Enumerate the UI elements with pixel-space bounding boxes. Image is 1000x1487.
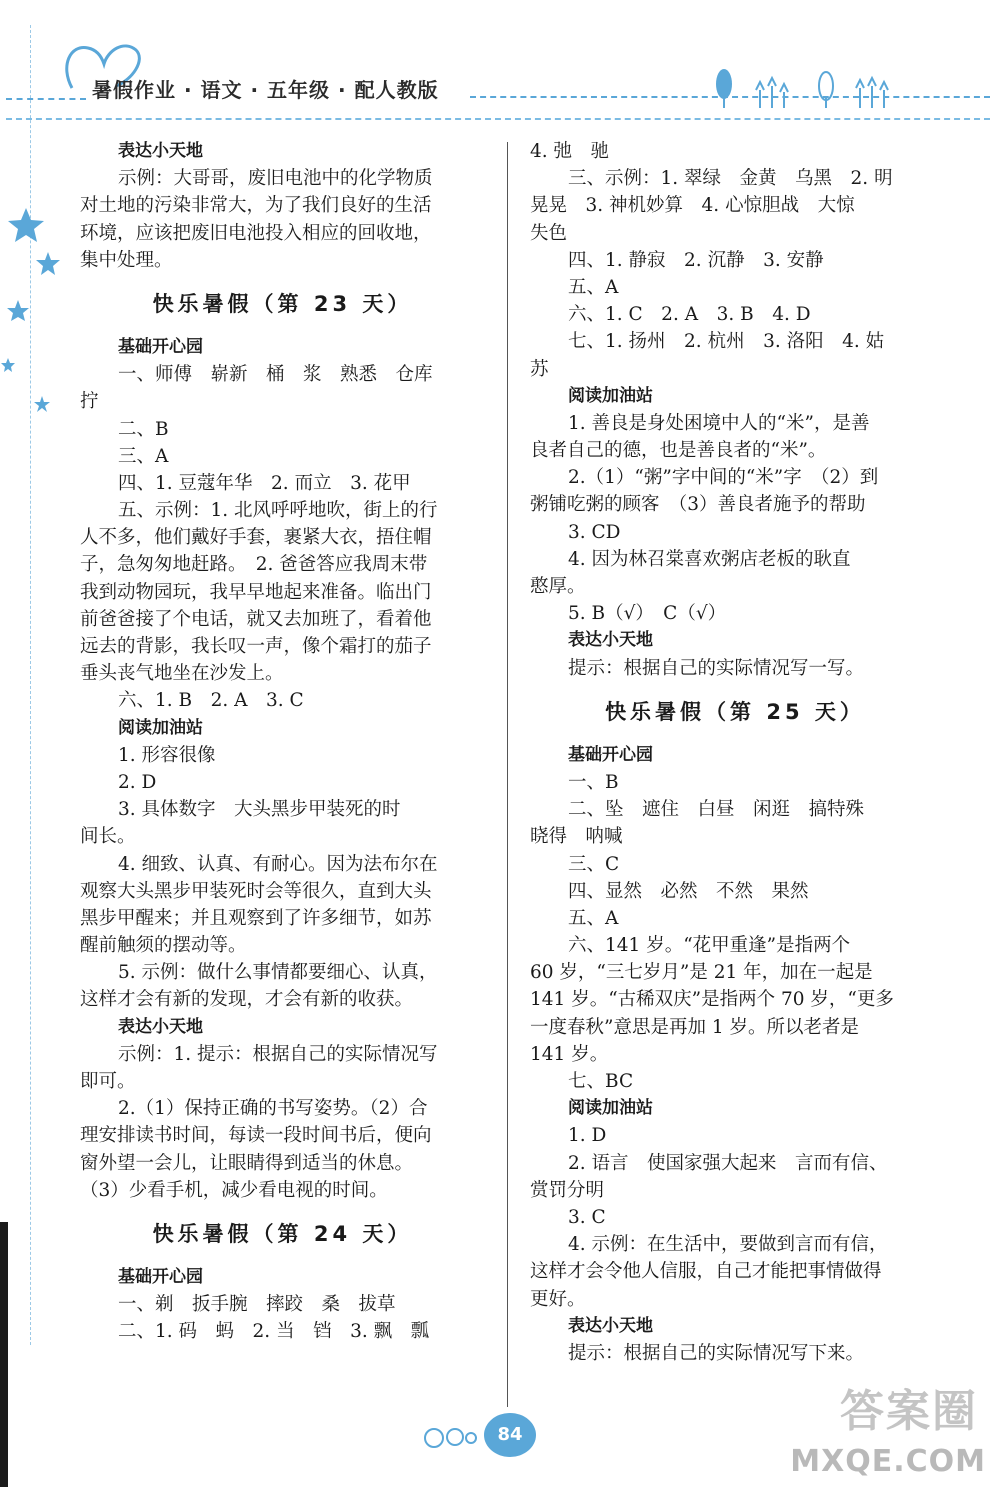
answer-line: 4. 因为林召棠喜欢粥店老板的耿直 bbox=[568, 548, 851, 570]
answer-line: 一、B bbox=[568, 771, 619, 793]
answer-line: 垂头丧气地坐在沙发上。 bbox=[80, 663, 284, 685]
answer-line: 4. 细致、认真、有耐心。因为法布尔在 bbox=[118, 853, 438, 875]
watermark-site: MXQE.COM bbox=[790, 1444, 986, 1479]
answer-line: 3. C bbox=[568, 1206, 606, 1228]
answer-line: 二、1. 码 蚂 2. 当 铛 3. 飘 瓢 bbox=[118, 1321, 430, 1343]
answer-line: 五、A bbox=[568, 907, 619, 929]
answer-line: 七、BC bbox=[568, 1071, 634, 1092]
answer-line: 一、剃 扳手腕 摔跤 桑 拔草 bbox=[118, 1294, 396, 1316]
answer-line: 141 岁。 bbox=[530, 1043, 609, 1065]
header-underline bbox=[6, 118, 990, 120]
left-column bbox=[80, 138, 485, 1346]
answer-line: 理安排读书时间，每读一段时间书后，便向 bbox=[80, 1125, 432, 1147]
answer-line: 前爸爸接了个电话，就又去加班了，看着他 bbox=[80, 608, 432, 630]
footer-circle-icon bbox=[446, 1428, 464, 1446]
footer-circle-icon bbox=[465, 1432, 477, 1444]
answer-line: 141 岁。“古稀双庆”是指两个 70 岁，“更多 bbox=[530, 989, 894, 1011]
answer-line: 五、示例：1. 北风呼呼地吹，街上的行 bbox=[118, 500, 438, 522]
answer-line: （3）少看手机，减少看电视的时间。 bbox=[80, 1179, 388, 1201]
answer-line: 示例：1. 提示：根据自己的实际情况写 bbox=[118, 1043, 438, 1065]
answer-line: 六、1. C 2. A 3. B 4. D bbox=[568, 304, 811, 326]
answer-line: 四、1. 静寂 2. 沉静 3. 安静 bbox=[568, 249, 824, 271]
answer-line: 5. B（√） C（√） bbox=[568, 603, 727, 625]
day-title: 快乐暑假（第 24 天） bbox=[152, 1221, 413, 1246]
answer-line: 黑步甲醒来；并且观察到了许多细节，如苏 bbox=[80, 907, 432, 929]
answer-line: 子，急匆匆地赶路。 2. 爸爸答应我周末带 bbox=[80, 554, 428, 576]
answer-line: 2. D bbox=[118, 771, 157, 793]
answer-line: 失色 bbox=[530, 222, 568, 244]
answer-line: 60 岁，“三七岁月”是 21 年，加在一起是 bbox=[530, 962, 873, 984]
answer-line: 4. 示例：在生活中，要做到言而有信， bbox=[568, 1234, 888, 1256]
answer-line: 三、示例：1. 翠绿 金黄 乌黑 2. 明 bbox=[568, 168, 893, 190]
answer-line: 间长。 bbox=[80, 826, 136, 848]
header-divider bbox=[6, 98, 86, 100]
answer-line: 2.（1）保持正确的书写姿势。（2）合 bbox=[118, 1098, 428, 1120]
answer-line: 二、坠 遮住 白昼 闲逛 搞特殊 bbox=[568, 799, 865, 821]
answer-line: 五、A bbox=[568, 276, 619, 298]
answer-line: 3. CD bbox=[568, 521, 621, 543]
header-title: 暑假作业 · 语文 · 五年级 · 配人教版 bbox=[92, 78, 439, 102]
answer-line: 即可。 bbox=[80, 1071, 136, 1092]
answer-line: 1. 形容很像 bbox=[118, 744, 216, 766]
watermark-logo: 答案圈 bbox=[840, 1386, 978, 1437]
section-heading: 表达小天地 bbox=[118, 1016, 203, 1037]
answer-line: 六、1. B 2. A 3. C bbox=[118, 690, 304, 712]
section-heading: 表达小天地 bbox=[118, 141, 203, 161]
answer-line: 更好。 bbox=[530, 1288, 586, 1310]
flower-tree-icon bbox=[706, 66, 896, 110]
answer-line: 我到动物园玩，我早早地起来准备。临出门 bbox=[80, 581, 432, 603]
section-heading: 表达小天地 bbox=[568, 630, 653, 651]
answer-line: 观察大头黑步甲装死时会等很久，直到大头 bbox=[80, 880, 432, 902]
answer-line: 憨厚。 bbox=[530, 576, 586, 597]
answer-line: 三、C bbox=[568, 853, 620, 875]
section-heading: 基础开心园 bbox=[118, 1266, 203, 1287]
column-divider bbox=[507, 142, 508, 1407]
answer-line: 3. 具体数字 大头黑步甲装死的时 bbox=[118, 799, 401, 821]
answer-line: 良者自己的德，也是善良者的“米”。 bbox=[530, 440, 827, 462]
answer-line: 对土地的污染非常大，为了我们良好的生活 bbox=[80, 195, 432, 217]
right-column bbox=[530, 138, 940, 1367]
section-heading: 基础开心园 bbox=[568, 744, 653, 765]
answer-line: 晃晃 3. 神机妙算 4. 心惊胆战 大惊 bbox=[530, 195, 855, 217]
answer-line: 窗外望一会儿，让眼睛得到适当的休息。 bbox=[80, 1152, 414, 1174]
answer-line: 1. 善良是身处困境中人的“米”，是善 bbox=[568, 412, 870, 434]
page-edge-bar bbox=[0, 1222, 8, 1487]
answer-line: 拧 bbox=[80, 391, 99, 413]
answer-line: 醒前触须的摆动等。 bbox=[80, 935, 247, 957]
answer-line: 人不多，他们戴好手套，裹紧大衣，捂住帽 bbox=[80, 527, 432, 549]
answer-line: 环境，应该把废旧电池投入相应的回收地， bbox=[80, 222, 432, 244]
answer-line: 苏 bbox=[530, 358, 549, 380]
answer-line: 提示：根据自己的实际情况写下来。 bbox=[568, 1342, 865, 1364]
answer-line: 四、显然 必然 不然 果然 bbox=[568, 880, 809, 902]
answer-line: 三、A bbox=[118, 445, 169, 467]
answer-line: 2.（1）“粥”字中间的“米”字 （2）到 bbox=[568, 467, 879, 489]
answer-line: 1. D bbox=[568, 1125, 607, 1147]
day-title: 快乐暑假（第 23 天） bbox=[152, 291, 413, 316]
answer-line: 二、B bbox=[118, 418, 169, 440]
answer-line: 一度春秋”意思是再加 1 岁。所以老者是 bbox=[530, 1016, 859, 1038]
page-number: 84 bbox=[484, 1413, 536, 1457]
star-icon bbox=[0, 200, 60, 430]
answer-line: 粥铺吃粥的顾客 （3）善良者施予的帮助 bbox=[530, 494, 866, 516]
answer-line: 这样才会令他人信服，自己才能把事情做得 bbox=[530, 1261, 882, 1283]
answer-line: 七、1. 扬州 2. 杭州 3. 洛阳 4. 姑 bbox=[568, 331, 885, 353]
answer-line: 晓得 呐喊 bbox=[530, 826, 623, 848]
section-heading: 阅读加油站 bbox=[568, 385, 653, 406]
section-heading: 阅读加油站 bbox=[118, 717, 203, 738]
section-heading: 基础开心园 bbox=[118, 336, 203, 357]
answer-line: 六、141 岁。“花甲重逢”是指两个 bbox=[568, 935, 851, 957]
answer-line: 赏罚分明 bbox=[530, 1179, 605, 1201]
answer-line: 四、1. 豆蔻年华 2. 而立 3. 花甲 bbox=[118, 472, 411, 494]
answer-line: 这样才会有新的发现，才会有新的收获。 bbox=[80, 989, 414, 1011]
answer-line: 远去的背影，我长叹一声，像个霜打的茄子 bbox=[80, 636, 432, 657]
footer-circle-icon bbox=[424, 1428, 444, 1448]
day-title: 快乐暑假（第 25 天） bbox=[605, 699, 865, 724]
answer-line: 一、师傅 崭新 桶 浆 熟悉 仓库 bbox=[118, 364, 433, 386]
section-heading: 表达小天地 bbox=[568, 1315, 653, 1336]
answer-line: 4. 弛 驰 bbox=[530, 141, 610, 162]
answer-line: 提示：根据自己的实际情况写一写。 bbox=[568, 657, 865, 679]
answer-line: 示例：大哥哥，废旧电池中的化学物质 bbox=[118, 168, 433, 190]
answer-line: 2. 语言 使国家强大起来 言而有信、 bbox=[568, 1152, 888, 1174]
section-heading: 阅读加油站 bbox=[568, 1098, 653, 1119]
answer-line: 集中处理。 bbox=[80, 249, 173, 271]
answer-line: 5. 示例：做什么事情都要细心、认真， bbox=[118, 962, 438, 984]
